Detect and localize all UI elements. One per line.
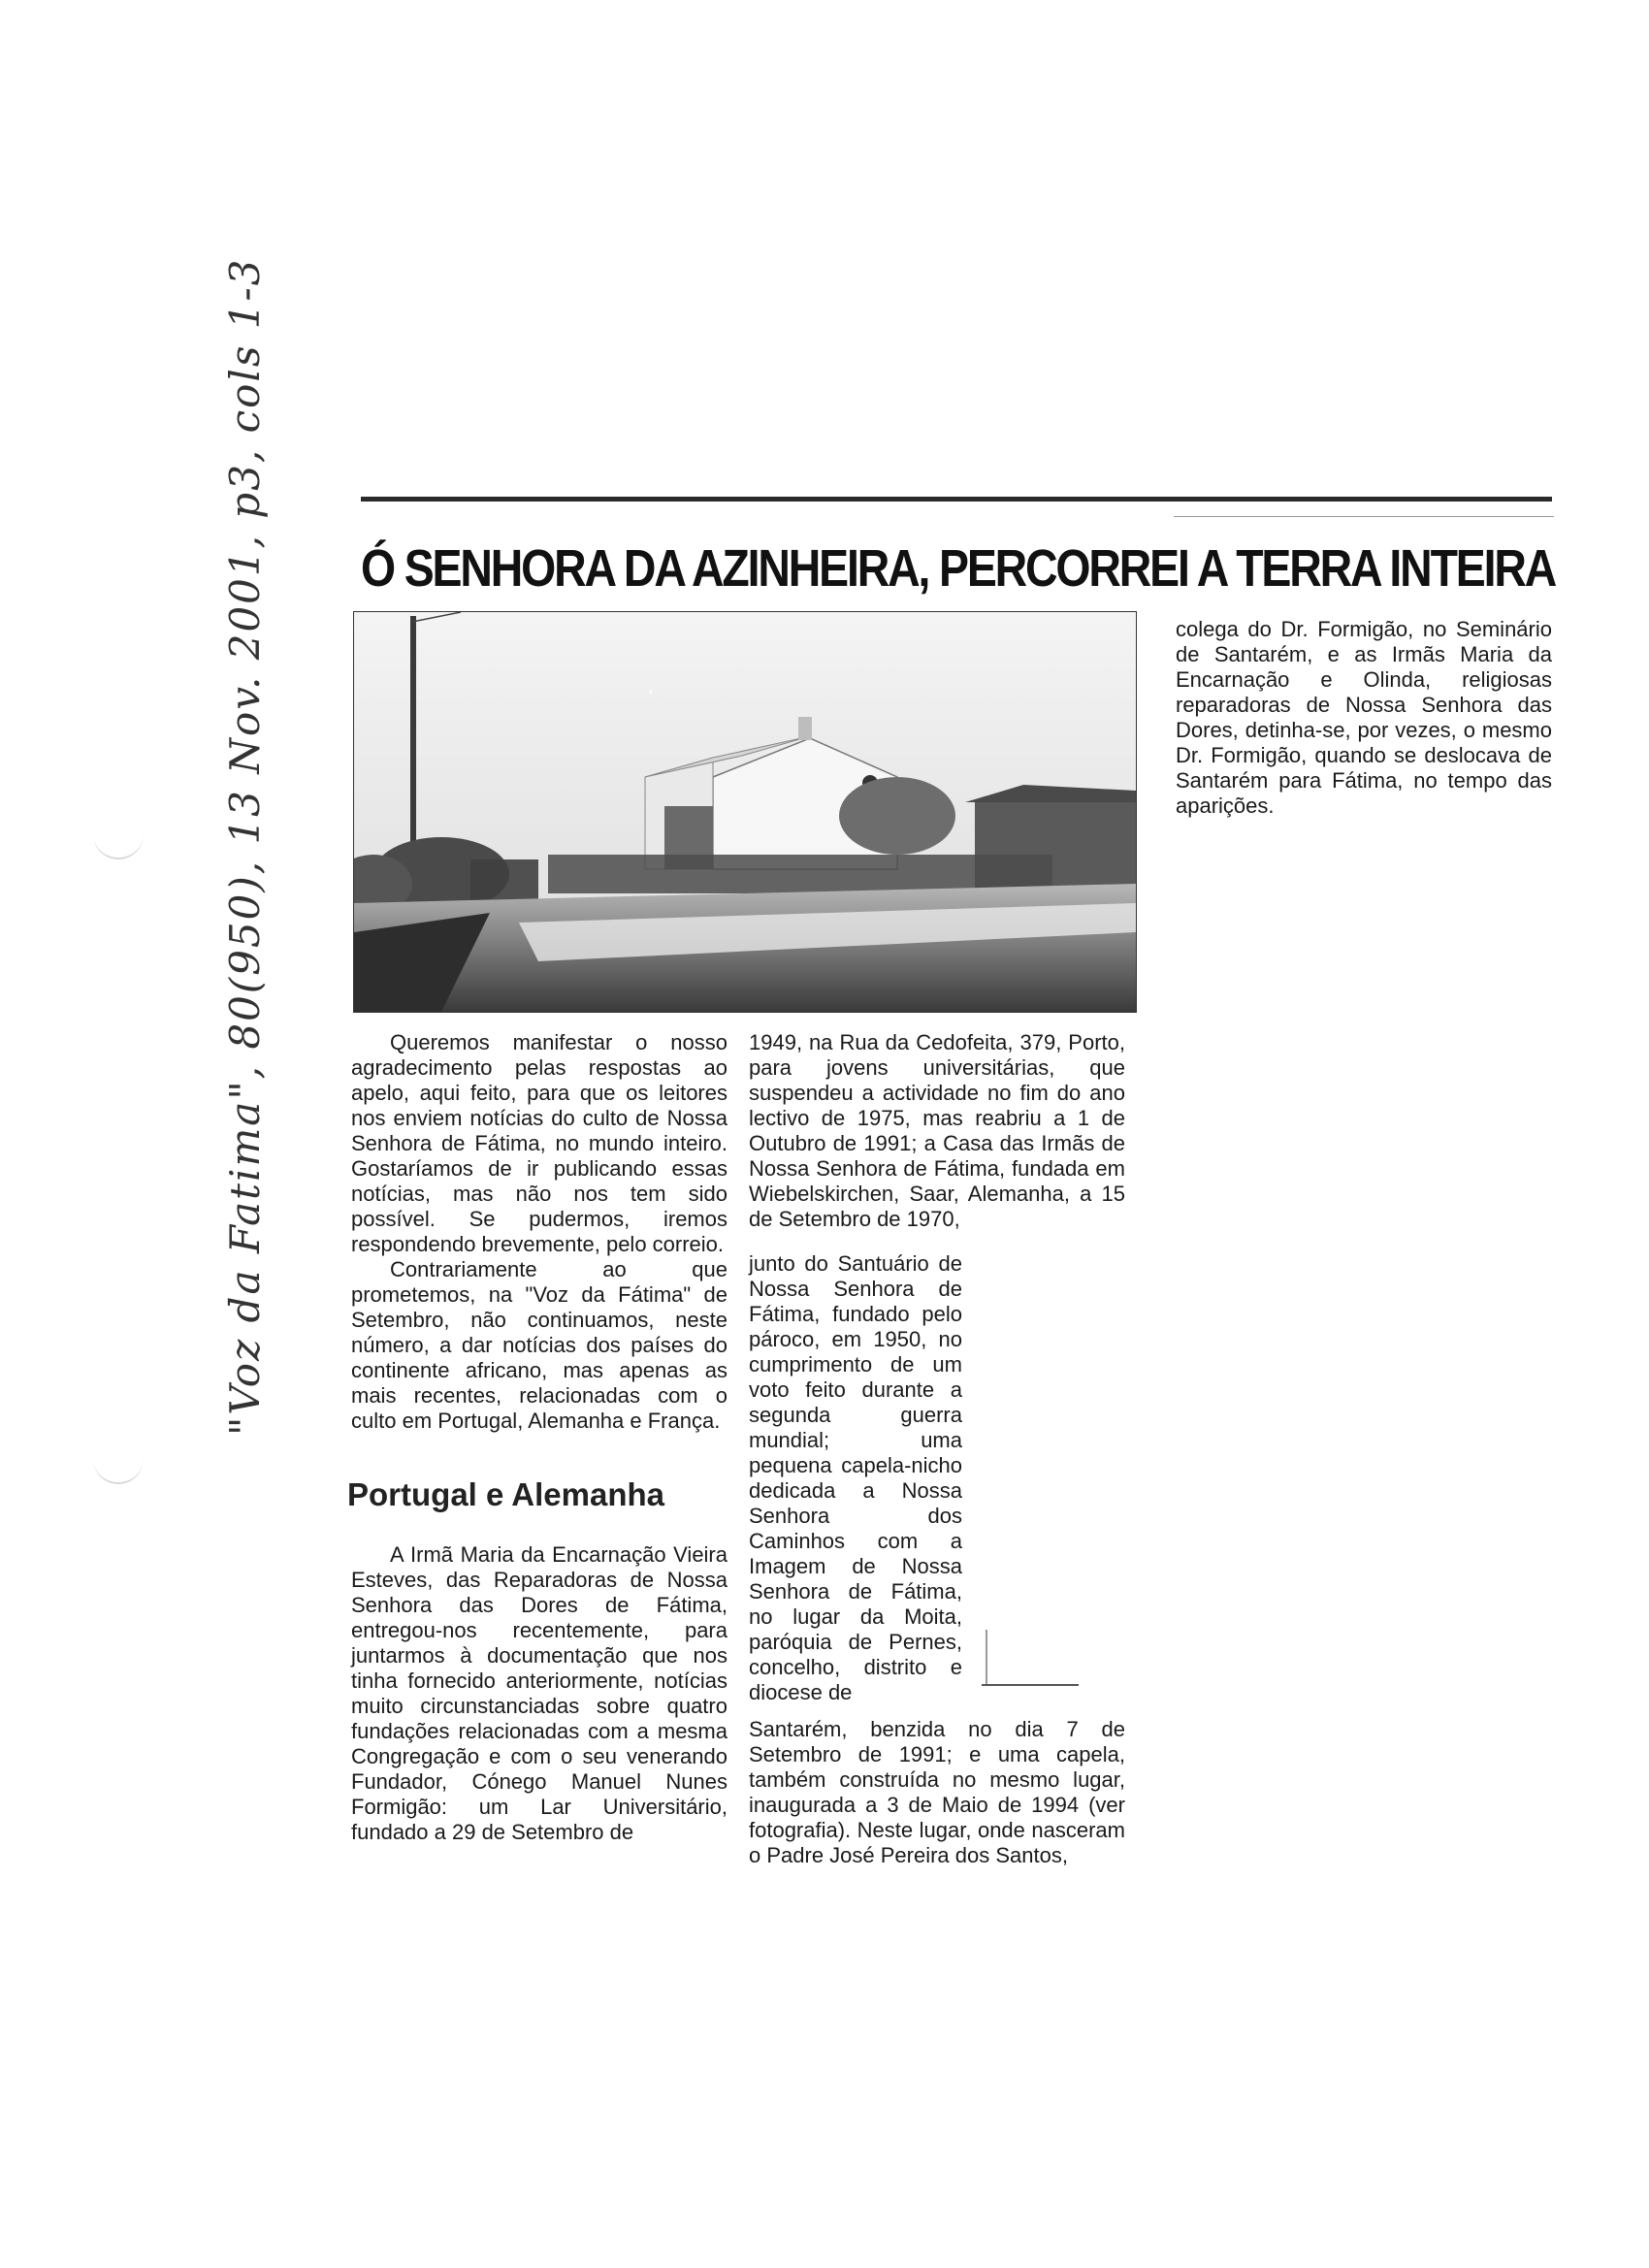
intro-paragraph-1: Queremos manifestar o nosso agradecimento pelas respostas ao apelo, aqui feito, para que os leitores nos enviem notícias do culto de Nossa Senhora de Fátima, no mundo inteiro. Gostaríamos de ir publicando essas notícias, mas não nos tem sido possível. Se pudermos, iremos respondendo brevemente, pelo correio. <box>351 1030 728 1256</box>
chapel-photo-illustration <box>354 612 1136 1012</box>
column-2-top-paragraph: 1949, na Rua da Cedofeita, 379, Porto, para jovens universitárias, que suspendeu a actividade no fim do ano lectivo de 1975, mas reabriu a 1 de Outubro de 1991; a Casa das Irmãs de Nossa Senhora de Fátima, fundada em Wiebelskirchen, Saar, Alemanha, a 15 de Setembro de 1970, <box>749 1030 1125 1231</box>
sidebar-column-text <box>1176 617 1552 819</box>
handwritten-citation: "Voz da Fatima", 80(950), 13 Nov. 2001, p3, cols 1-3 <box>221 257 269 1436</box>
article-column-2-top <box>749 1030 1125 1232</box>
intro-paragraph-2: Contrariamente ao que prometemos, na "Voz da Fátima" de Setembro, não continuamos, neste número, a dar notícias dos países do continente africano, mas apenas as mais recentes, relacionadas com o culto em Portugal, Alemanha e França. <box>351 1257 728 1433</box>
clipping-cut-mark-vertical <box>986 1630 987 1684</box>
header-rule <box>361 497 1552 502</box>
clipping-cut-mark <box>982 1684 1079 1686</box>
punch-hole-top <box>93 830 144 859</box>
chapel-photograph <box>353 611 1137 1013</box>
header-thin-rule <box>1174 516 1554 517</box>
punch-hole-bottom <box>93 1455 144 1484</box>
column-2-bottom-paragraph: Santarém, benzida no dia 7 de Setembro de 1991; e uma capela, também construída no mesmo lugar, inaugurada a 3 de Maio de 1994 (ver fotografia). Neste lugar, onde nasceram o Padre José Pereira dos Santos, <box>749 1717 1125 1867</box>
column-2-narrow-paragraph: junto do Santuário de Nossa Senhora de Fátima, fundado pelo pároco, em 1950, no cumprimento de um voto feito durante a segunda guerra mundial; uma pequena capela-nicho dedicada a Nossa Senhora dos Caminhos com a Imagem de Nossa Senhora de Fátima, no lugar da Moita, paróquia de Pernes, concelho, distrito e diocese de <box>749 1251 962 1704</box>
article-column-1-section <box>351 1542 728 1845</box>
article-headline: Ó SENHORA DA AZINHEIRA, PERCORREI A TERRA INTEIRA <box>361 539 1556 598</box>
article-column-2-bottom <box>749 1717 1125 1868</box>
article-column-1-intro <box>351 1030 728 1434</box>
sidebar-paragraph: colega do Dr. Formigão, no Seminário de Santarém, e as Irmãs Maria da Encarnação e Olinda, religiosas reparadoras de Nossa Senhora das Dores, detinha-se, por vezes, o mesmo Dr. Formigão, quando se deslocava de Santarém para Fátima, no tempo das aparições. <box>1176 617 1552 818</box>
section-paragraph: A Irmã Maria da Encarnação Vieira Esteves, das Reparadoras de Nossa Senhora das Dores de Fátima, entregou-nos recentemente, para juntarmos à documentação que nos tinha fornecido anteriormente, notícias muito circunstanciadas sobre quatro fundações relacionadas com a mesma Congregação e com o seu venerando Fundador, Cónego Manuel Nunes Formigão: um Lar Universitário, fundado a 29 de Setembro de <box>351 1542 728 1844</box>
article-column-2-narrow <box>749 1251 962 1705</box>
section-subheading: Portugal e Alemanha <box>347 1476 665 1512</box>
